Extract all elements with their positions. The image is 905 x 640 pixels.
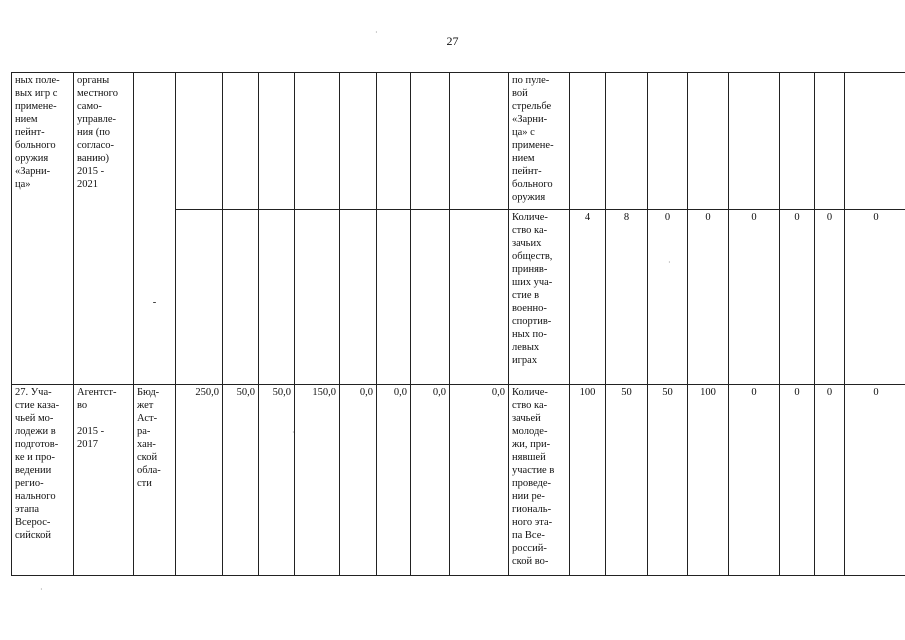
finance-value-cell: 0,0: [377, 385, 411, 576]
page-number: 27: [446, 34, 459, 48]
finance-value-cell: 0,0: [411, 385, 450, 576]
finance-value-cell: 50,0: [259, 385, 295, 576]
measure-name-cell: ных поле- вых игр с примене- нием пейнт- больного оружия «Зарни- ца»: [12, 73, 74, 385]
indicator-value-cell: 100: [688, 385, 729, 576]
indicator-name-cell: Количе- ство ка- зачьих обществ, приняв- ших уча- стие в военно- спортив- ных по- левых играх: [509, 210, 570, 385]
indicator-value-cell: [688, 73, 729, 210]
finance-cell: [450, 73, 509, 210]
indicator-value-cell: 8: [606, 210, 648, 385]
finance-cell: [340, 73, 377, 210]
indicator-value-cell: [606, 73, 648, 210]
indicator-value-cell: 0: [729, 210, 780, 385]
executor-cell: органы местного само- управле- ния (по согласо- ванию) 2015 - 2021: [74, 73, 134, 385]
finance-cell: [450, 210, 509, 385]
indicator-value-cell: 0: [648, 210, 688, 385]
finance-cell: [176, 73, 223, 210]
finance-value-cell: 50,0: [223, 385, 259, 576]
indicator-value-cell: 0: [815, 210, 845, 385]
executor-cell: Агентст- во 2015 - 2017: [74, 385, 134, 576]
indicator-value-cell: [648, 73, 688, 210]
scan-speck: ·: [292, 428, 295, 437]
indicator-value-cell: 0: [729, 385, 780, 576]
indicator-value-cell: [729, 73, 780, 210]
indicator-value-cell: 0: [780, 210, 815, 385]
indicator-value-cell: 100: [570, 385, 606, 576]
program-measures-table: [11, 72, 905, 576]
indicator-value-cell: 0: [780, 385, 815, 576]
indicator-value-cell: 4: [570, 210, 606, 385]
finance-cell: [223, 73, 259, 210]
finance-cell: [411, 73, 450, 210]
finance-cell: [223, 210, 259, 385]
finance-cell: [295, 73, 340, 210]
finance-cell: [259, 210, 295, 385]
indicator-value-cell: [815, 73, 845, 210]
finance-cell: [295, 210, 340, 385]
indicator-value-cell: 0: [688, 210, 729, 385]
finance-cell: [340, 210, 377, 385]
finance-cell: [259, 73, 295, 210]
finance-cell: [377, 73, 411, 210]
finance-value-cell: 0,0: [340, 385, 377, 576]
scan-speck: ·: [40, 585, 43, 594]
indicator-value-cell: [570, 73, 606, 210]
funding-source-cell: [134, 73, 176, 385]
finance-value-cell: 0,0: [450, 385, 509, 576]
indicator-name-cell: по пуле- вой стрельбе «Зарни- ца» с примене- нием пейнт- больного оружия: [509, 73, 570, 210]
indicator-value-cell: [845, 73, 905, 210]
indicator-value-cell: 50: [606, 385, 648, 576]
funding-source-cell: Бюд- жет Аст- ра- хан- ской обла- сти: [134, 385, 176, 576]
indicator-value-cell: 0: [845, 385, 905, 576]
scan-speck: ·: [668, 258, 671, 267]
finance-value-cell: 150,0: [295, 385, 340, 576]
indicator-value-cell: 0: [845, 210, 905, 385]
finance-cell: [377, 210, 411, 385]
finance-cell: [176, 210, 223, 385]
finance-cell: [411, 210, 450, 385]
dash-mark: -: [152, 297, 157, 308]
indicator-value-cell: 50: [648, 385, 688, 576]
measure-name-cell: 27. Уча- стие каза- чьей мо- лодежи в подготов- ке и про- ведении регио- нального этапа Всерос- сийской: [12, 385, 74, 576]
indicator-name-cell: Количе- ство ка- зачьей молоде- жи, при- нявшей участие в проведе- нии ре- гиональ- ного эта- па Все- россий- ской во-: [509, 385, 570, 576]
scan-speck: ·: [375, 28, 378, 37]
finance-value-cell: 250,0: [176, 385, 223, 576]
indicator-value-cell: [780, 73, 815, 210]
indicator-value-cell: 0: [815, 385, 845, 576]
